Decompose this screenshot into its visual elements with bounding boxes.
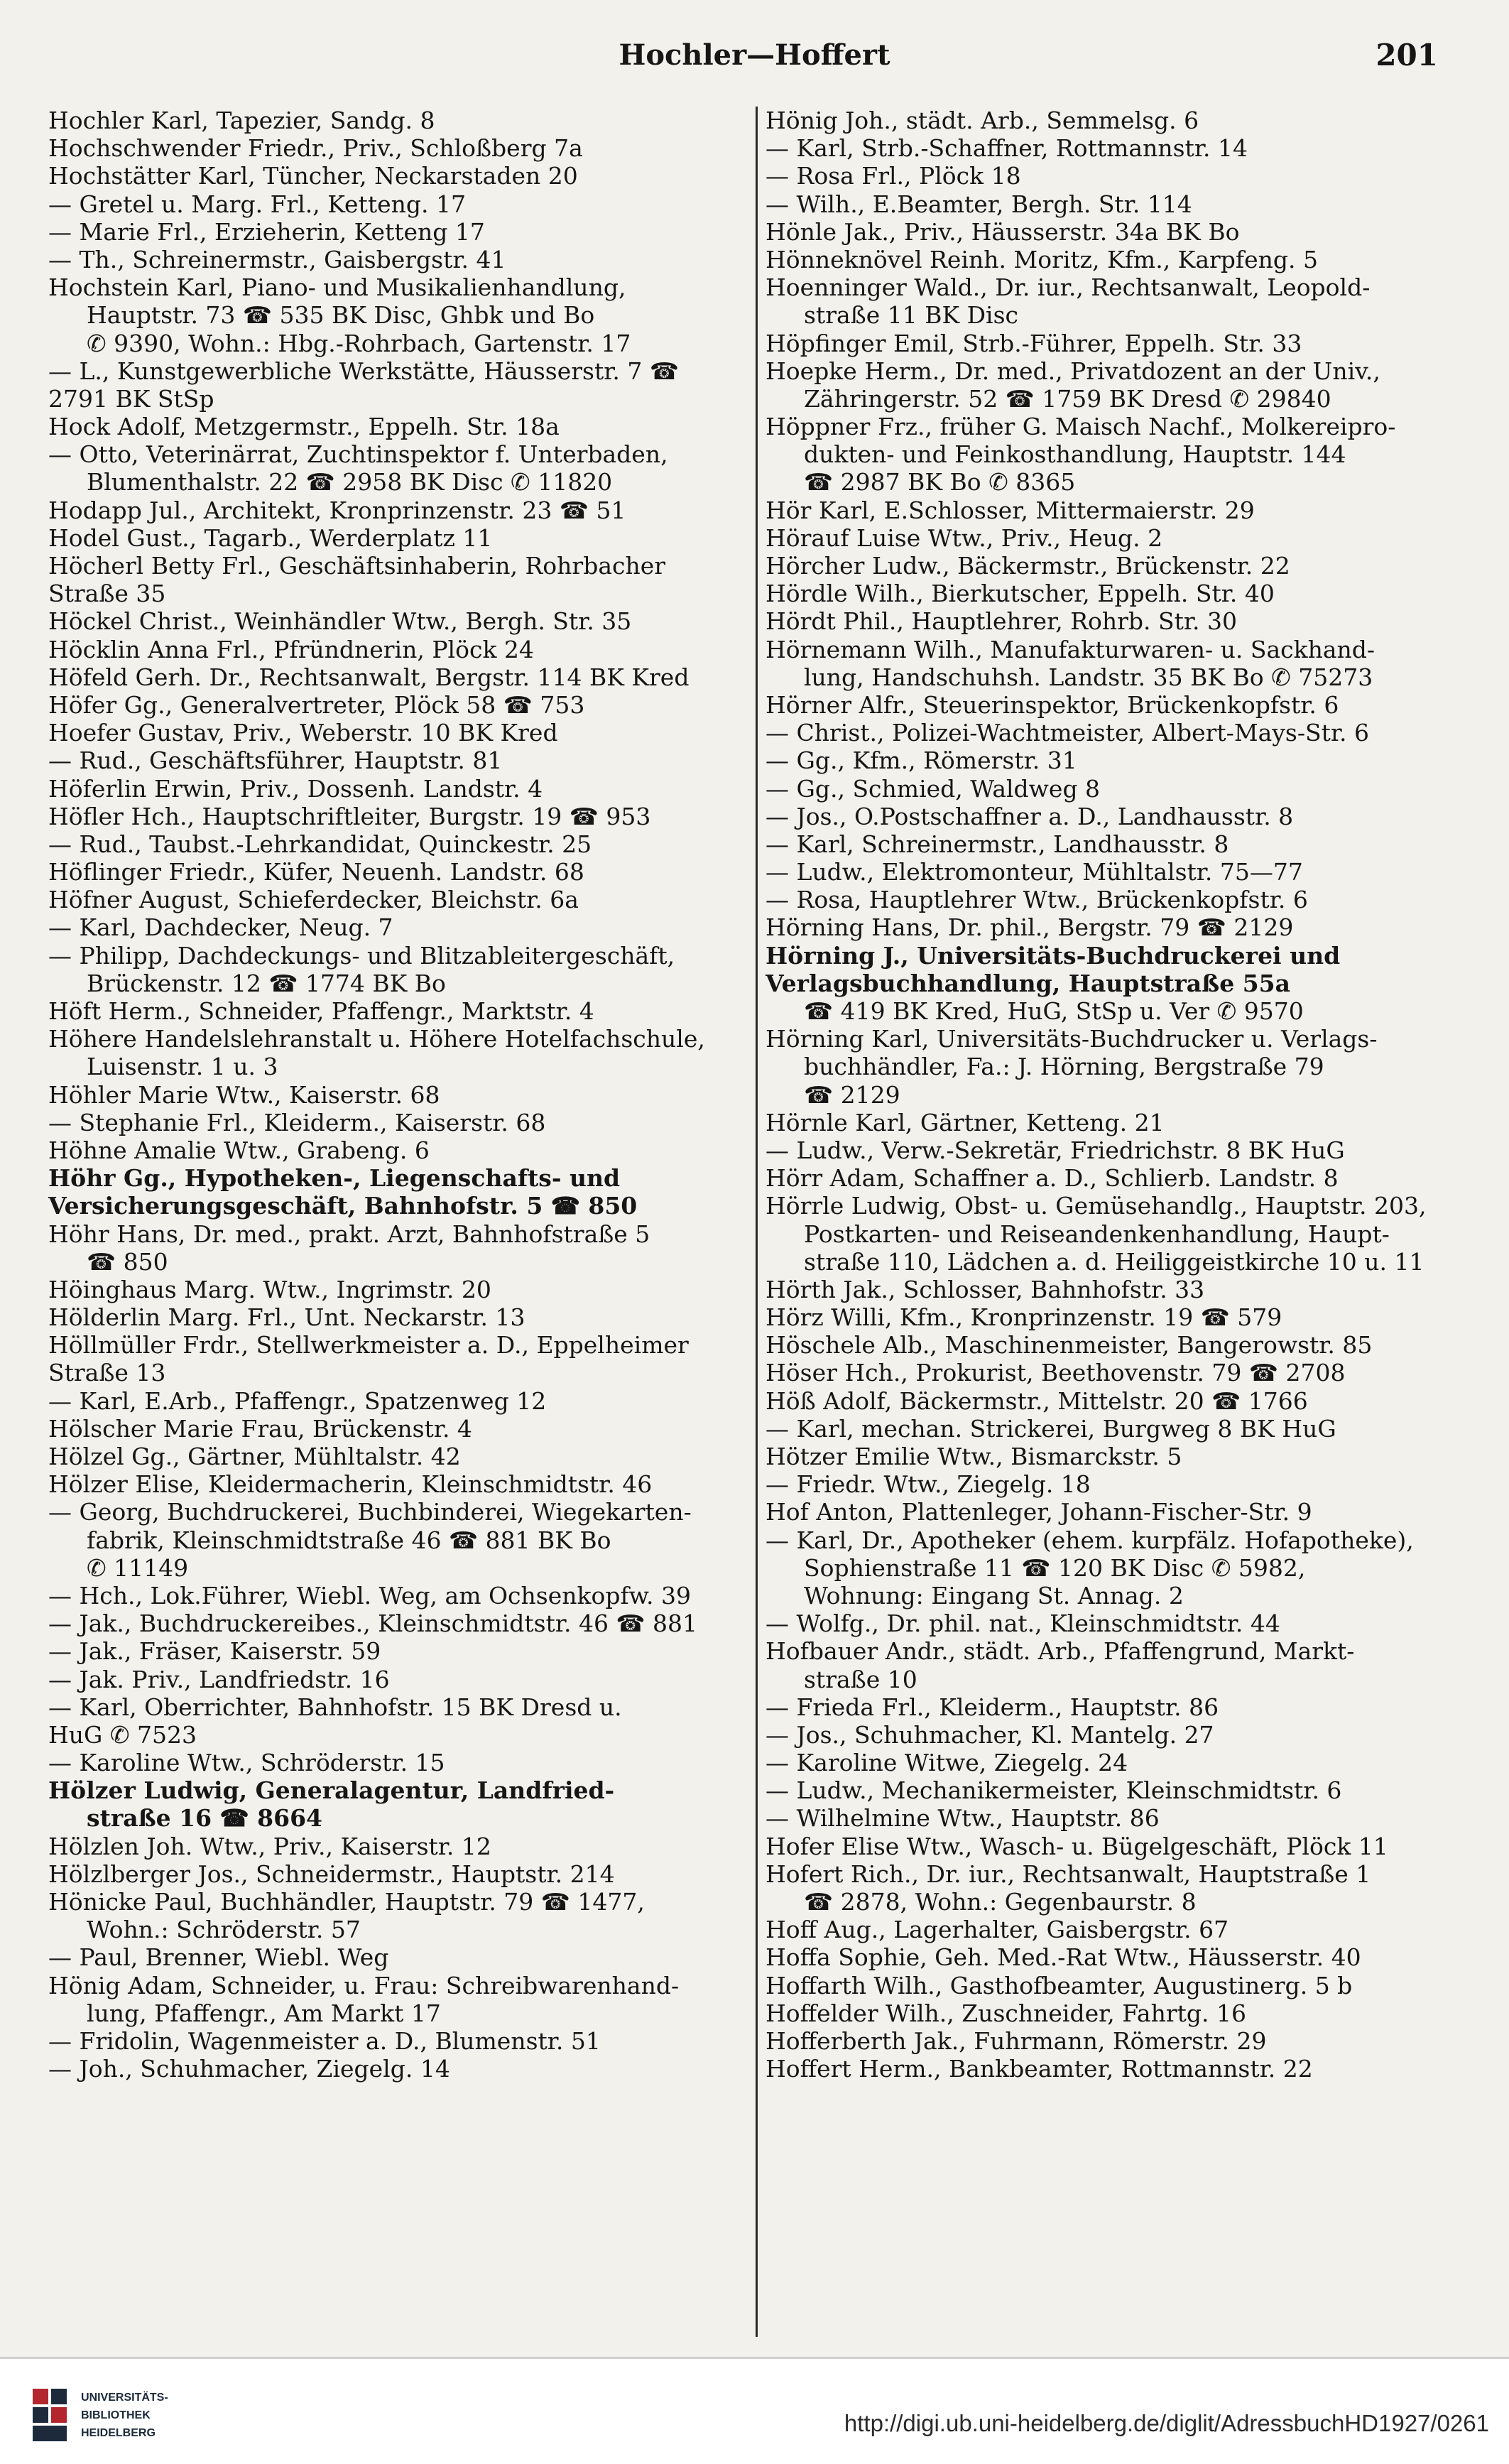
library-name-line: BIBLIOTHEK	[81, 2409, 151, 2421]
directory-entry: Hochstätter Karl, Tüncher, Neckarstaden 20	[48, 162, 578, 190]
directory-entry: — Ludw., Mechanikermeister, Kleinschmidtstr. 6	[766, 1776, 1342, 1805]
directory-entry: Versicherungsgeschäft, Bahnhofstr. 5 ☎ 850	[48, 1192, 638, 1220]
directory-entry: — Rosa Frl., Plöck 18	[766, 162, 1021, 190]
directory-entry: Hölzel Gg., Gärtner, Mühltalstr. 42	[48, 1443, 461, 1470]
library-name	[81, 2389, 168, 2442]
directory-entry: — Rosa, Hauptlehrer Wtw., Brückenkopfstr. 6	[766, 886, 1308, 914]
directory-entry: Höflinger Friedr., Küfer, Neuenh. Landstr. 68	[48, 858, 584, 886]
directory-entry: Höß Adolf, Bäckermstr., Mittelstr. 20 ☎ 1766	[766, 1386, 1308, 1415]
directory-entry: Hof Anton, Plattenleger, Johann-Fischer-Str. 9	[766, 1498, 1312, 1526]
directory-entry: Hock Adolf, Metzgermstr., Eppelh. Str. 18a	[48, 413, 560, 441]
directory-entry: — Stephanie Frl., Kleiderm., Kaiserstr. 68	[48, 1108, 546, 1136]
directory-entry: — Karoline Witwe, Ziegelg. 24	[766, 1749, 1128, 1777]
left-column	[48, 107, 748, 2083]
directory-entry: Hönle Jak., Priv., Häusserstr. 34a BK Bo	[766, 217, 1240, 246]
directory-entry: Höhr Hans, Dr. med., prakt. Arzt, Bahnhofstraße 5	[48, 1220, 650, 1248]
directory-entry: Hofbauer Andr., städt. Arb., Pfaffengrund, Markt-	[766, 1637, 1355, 1666]
directory-entry: — Karoline Wtw., Schröderstr. 15	[48, 1749, 445, 1777]
directory-entry: Höfner August, Schieferdecker, Bleichstr. 6a	[48, 886, 579, 914]
directory-entry: Höhler Marie Wtw., Kaiserstr. 68	[48, 1080, 440, 1109]
directory-entry: Hoffert Herm., Bankbeamter, Rottmannstr. 22	[766, 2055, 1313, 2083]
directory-entry: — Karl, E.Arb., Pfaffengr., Spatzenweg 12	[48, 1386, 547, 1415]
directory-entry: Wohnung: Eingang St. Annag. 2	[804, 1581, 1184, 1610]
directory-entry: straße 10	[804, 1665, 917, 1693]
directory-entry: Hörz Willi, Kfm., Kronprinzenstr. 19 ☎ 579	[766, 1303, 1282, 1332]
directory-entry: — Karl, Oberrichter, Bahnhofstr. 15 BK Dresd u.	[48, 1693, 622, 1721]
directory-entry: Hofferberth Jak., Fuhrmann, Römerstr. 29	[766, 2026, 1267, 2055]
directory-entry: — Rud., Geschäftsführer, Hauptstr. 81	[48, 747, 503, 775]
directory-entry: Höhr Gg., Hypotheken-, Liegenschafts- und	[48, 1164, 621, 1193]
directory-entry: — Jos., O.Postschaffner a. D., Landhausstr. 8	[766, 802, 1294, 830]
directory-entry: — Karl, mechan. Strickerei, Burgweg 8 BK HuG	[766, 1414, 1336, 1443]
directory-entry: Hoffarth Wilh., Gasthofbeamter, Augustinerg. 5 b	[766, 1971, 1353, 1999]
directory-entry: Hölderlin Marg. Frl., Unt. Neckarstr. 13	[48, 1303, 525, 1332]
directory-entry: — Hch., Lok.Führer, Wiebl. Weg, am Ochsenkopfw. 39	[48, 1581, 691, 1610]
directory-entry: ☎ 850	[87, 1247, 168, 1276]
directory-entry: Postkarten- und Reiseandenkenhandlung, Haupt-	[804, 1220, 1390, 1248]
directory-entry: Hötzer Emilie Wtw., Bismarckstr. 5	[766, 1443, 1182, 1470]
directory-entry: Wohn.: Schröderstr. 57	[87, 1916, 361, 1944]
directory-entry: Straße 13	[48, 1359, 166, 1387]
directory-entry: Hoefer Gustav, Priv., Weberstr. 10 BK Kred	[48, 719, 558, 747]
directory-entry: lung, Pfaffengr., Am Markt 17	[87, 1999, 441, 2027]
directory-entry: Hochstein Karl, Piano- und Musikalienhandlung,	[48, 273, 626, 302]
directory-entry: Hörning Karl, Universitäts-Buchdrucker u. Verlags-	[766, 1025, 1378, 1053]
directory-entry: Höppner Frz., früher G. Maisch Nachf., Molkereipro-	[766, 413, 1396, 441]
directory-entry: Verlagsbuchhandlung, Hauptstraße 55a	[766, 969, 1291, 997]
directory-entry: ☎ 419 BK Kred, HuG, StSp u. Ver ✆ 9570	[804, 997, 1304, 1025]
directory-entry: Hör Karl, E.Schlosser, Mittermaierstr. 29	[766, 496, 1255, 524]
directory-entry: Zähringerstr. 52 ☎ 1759 BK Dresd ✆ 29840	[804, 384, 1331, 413]
directory-entry: HuG ✆ 7523	[48, 1720, 197, 1749]
library-name-line: HEIDELBERG	[81, 2427, 156, 2439]
directory-entry: Hoffa Sophie, Geh. Med.-Rat Wtw., Häusserstr. 40	[766, 1943, 1361, 1972]
directory-entry: straße 11 BK Disc	[804, 301, 1019, 330]
directory-entry: Hörnle Karl, Gärtner, Ketteng. 21	[766, 1108, 1165, 1136]
directory-entry: Höhere Handelslehranstalt u. Höhere Hotelfachschule,	[48, 1025, 705, 1053]
directory-entry: Hoepke Herm., Dr. med., Privatdozent an der Univ.,	[766, 357, 1380, 385]
directory-entry: Höcherl Betty Frl., Geschäftsinhaberin, Rohrbacher	[48, 552, 666, 580]
directory-entry: Hörauf Luise Wtw., Priv., Heug. 2	[766, 523, 1163, 552]
directory-entry: Hörnemann Wilh., Manufakturwaren- u. Sackhand-	[766, 635, 1375, 663]
directory-entry: — Frieda Frl., Kleiderm., Hauptstr. 86	[766, 1693, 1219, 1721]
directory-entry: — Karl, Strb.-Schaffner, Rottmannstr. 14	[766, 134, 1248, 163]
directory-entry: — Joh., Schuhmacher, Ziegelg. 14	[48, 2055, 450, 2083]
directory-entry: Hörner Alfr., Steuerinspektor, Brückenkopfstr. 6	[766, 690, 1339, 719]
directory-entry: Hochschwender Friedr., Priv., Schloßberg 7a	[48, 134, 583, 163]
directory-entry: — Friedr. Wtw., Ziegelg. 18	[766, 1470, 1091, 1499]
directory-entry: — Otto, Veterinärrat, Zuchtinspektor f. Unterbaden,	[48, 440, 668, 469]
directory-entry: straße 16 ☎ 8664	[87, 1804, 322, 1833]
library-logo[interactable]	[31, 2384, 187, 2448]
directory-entry: — Philipp, Dachdeckungs- und Blitzableitergeschäft,	[48, 941, 675, 970]
directory-entry: — Fridolin, Wagenmeister a. D., Blumenstr. 51	[48, 2026, 601, 2055]
directory-entry: Hörning J., Universitäts-Buchdruckerei und	[766, 941, 1341, 970]
directory-entry: — Jos., Schuhmacher, Kl. Mantelg. 27	[766, 1720, 1214, 1749]
directory-entry: Hördt Phil., Hauptlehrer, Rohrb. Str. 30	[766, 607, 1238, 636]
directory-entry: — Gretel u. Marg. Frl., Ketteng. 17	[48, 190, 466, 218]
source-url-link[interactable]: http://digi.ub.uni-heidelberg.de/diglit/AdressbuchHD1927/0261	[844, 2410, 1489, 2436]
directory-entry: Hörth Jak., Schlosser, Bahnhofstr. 33	[766, 1275, 1205, 1303]
directory-entry: ☎ 2129	[804, 1080, 900, 1109]
directory-entry: Höser Hch., Prokurist, Beethovenstr. 79 ☎ 2708	[766, 1359, 1346, 1387]
directory-entry: Straße 35	[48, 580, 166, 608]
directory-entry: ☎ 2987 BK Bo ✆ 8365	[804, 468, 1076, 496]
directory-entry: Hoff Aug., Lagerhalter, Gaisbergstr. 67	[766, 1916, 1229, 1944]
directory-entry: — Gg., Schmied, Waldweg 8	[766, 774, 1101, 803]
page-number: 201	[1375, 37, 1438, 72]
directory-entry: Luisenstr. 1 u. 3	[87, 1053, 278, 1081]
directory-entry: Höcklin Anna Frl., Pfründnerin, Plöck 24	[48, 635, 534, 663]
directory-entry: dukten- und Feinkosthandlung, Hauptstr. 144	[804, 440, 1346, 469]
directory-entry: Hörr Adam, Schaffner a. D., Schlierb. Landstr. 8	[766, 1164, 1339, 1193]
directory-entry: Hölzlen Joh. Wtw., Priv., Kaiserstr. 12	[48, 1832, 491, 1860]
directory-entry: Hönig Adam, Schneider, u. Frau: Schreibwarenhand-	[48, 1971, 680, 1999]
directory-entry: Höschele Alb., Maschinenmeister, Bangerowstr. 85	[766, 1331, 1373, 1359]
directory-entry: Hofer Elise Wtw., Wasch- u. Bügelgeschäft, Plöck 11	[766, 1832, 1388, 1860]
directory-entry: Hauptstr. 73 ☎ 535 BK Disc, Ghbk und Bo	[87, 301, 595, 330]
directory-entry: ✆ 9390, Wohn.: Hbg.-Rohrbach, Gartenstr. 17	[87, 329, 631, 357]
directory-entry: Hölzer Elise, Kleidermacherin, Kleinschmidtstr. 46	[48, 1470, 653, 1499]
directory-entry: Höllmüller Frdr., Stellwerkmeister a. D., Eppelheimer	[48, 1331, 689, 1359]
directory-entry: fabrik, Kleinschmidtstraße 46 ☎ 881 BK Bo	[87, 1526, 611, 1554]
directory-entry: Hölscher Marie Frau, Brückenstr. 4	[48, 1414, 472, 1443]
directory-entry: — Wolfg., Dr. phil. nat., Kleinschmidtstr. 44	[766, 1610, 1280, 1638]
directory-entry: — Christ., Polizei-Wachtmeister, Albert-Mays-Str. 6	[766, 719, 1370, 747]
directory-entry: Hönig Joh., städt. Arb., Semmelsg. 6	[766, 107, 1199, 134]
directory-entry: — Karl, Dachdecker, Neug. 7	[48, 913, 393, 942]
directory-entry: Höfeld Gerh. Dr., Rechtsanwalt, Bergstr. 114 BK Kred	[48, 663, 690, 691]
directory-entry: Hölzlberger Jos., Schneidermstr., Hauptstr. 214	[48, 1860, 615, 1888]
directory-entry: — Marie Frl., Erzieherin, Ketteng 17	[48, 217, 485, 246]
directory-entry: — Wilhelmine Wtw., Hauptstr. 86	[766, 1804, 1160, 1833]
directory-entry: Hönneknövel Reinh. Moritz, Kfm., Karpfeng. 5	[766, 245, 1318, 273]
column-divider	[756, 107, 758, 2337]
directory-entry: lung, Handschuhsh. Landstr. 35 BK Bo ✆ 75273	[804, 663, 1373, 691]
directory-entry: 2791 BK StSp	[48, 384, 214, 413]
directory-entry: Hoenninger Wald., Dr. iur., Rechtsanwalt, Leopold-	[766, 273, 1371, 302]
directory-entry: Hörning Hans, Dr. phil., Bergstr. 79 ☎ 2129	[766, 913, 1294, 942]
directory-entry: Höpfinger Emil, Strb.-Führer, Eppelh. Str. 33	[766, 329, 1302, 357]
directory-entry: Brückenstr. 12 ☎ 1774 BK Bo	[87, 969, 446, 997]
directory-entry: ✆ 11149	[87, 1553, 189, 1582]
directory-entry: — Rud., Taubst.-Lehrkandidat, Quinckestr. 25	[48, 830, 592, 858]
directory-entry: Hördle Wilh., Bierkutscher, Eppelh. Str. 40	[766, 580, 1275, 608]
directory-entry: Hönicke Paul, Buchhändler, Hauptstr. 79 ☎ 1477,	[48, 1888, 645, 1916]
directory-entry: — Karl, Dr., Apotheker (ehem. kurpfälz. Hofapotheke),	[766, 1526, 1414, 1554]
directory-entry: — Jak. Priv., Landfriedstr. 16	[48, 1665, 390, 1693]
directory-entry: — Karl, Schreinermstr., Landhausstr. 8	[766, 830, 1229, 858]
directory-entry: — Ludw., Verw.-Sekretär, Friedrichstr. 8 BK HuG	[766, 1136, 1345, 1164]
directory-entry: — Georg, Buchdruckerei, Buchbinderei, Wiegekarten-	[48, 1498, 692, 1526]
directory-entry: — Th., Schreinermstr., Gaisbergstr. 41	[48, 245, 506, 273]
directory-entry: buchhändler, Fa.: J. Hörning, Bergstraße 79	[804, 1053, 1324, 1081]
directory-entry: — Jak., Buchdruckereibes., Kleinschmidtstr. 46 ☎ 881	[48, 1610, 698, 1638]
viewer-footer	[0, 2359, 1509, 2464]
directory-entry: — Wilh., E.Beamter, Bergh. Str. 114	[766, 190, 1192, 218]
directory-entry: — Gg., Kfm., Römerstr. 31	[766, 747, 1077, 775]
directory-entry: Hofert Rich., Dr. iur., Rechtsanwalt, Hauptstraße 1	[766, 1860, 1371, 1888]
directory-entry: — Ludw., Elektromonteur, Mühltalstr. 75—77	[766, 858, 1303, 886]
running-title: Hochler—Hoffert	[619, 38, 890, 72]
directory-entry: Höfler Hch., Hauptschriftleiter, Burgstr. 19 ☎ 953	[48, 802, 651, 830]
directory-entry: — Jak., Fräser, Kaiserstr. 59	[48, 1637, 381, 1666]
directory-entry: Hölzer Ludwig, Generalagentur, Landfried-	[48, 1776, 615, 1805]
page-header	[43, 30, 1466, 80]
directory-entry: — L., Kunstgewerbliche Werkstätte, Häusserstr. 7 ☎	[48, 357, 679, 385]
directory-entry: Höinghaus Marg. Wtw., Ingrimstr. 20	[48, 1275, 491, 1303]
directory-entry: Höferlin Erwin, Priv., Dossenh. Landstr. 4	[48, 774, 543, 803]
directory-entry: Hochler Karl, Tapezier, Sandg. 8	[48, 107, 435, 134]
directory-entry: Höft Herm., Schneider, Pfaffengr., Marktstr. 4	[48, 997, 594, 1025]
directory-entry: Höhne Amalie Wtw., Grabeng. 6	[48, 1136, 430, 1164]
directory-entry: ☎ 2878, Wohn.: Gegenbaurstr. 8	[804, 1888, 1197, 1916]
directory-entry: Blumenthalstr. 22 ☎ 2958 BK Disc ✆ 11820	[87, 468, 613, 496]
directory-entry: straße 110, Lädchen a. d. Heiliggeistkirche 10 u. 11	[804, 1247, 1424, 1276]
directory-entry: Hodapp Jul., Architekt, Kronprinzenstr. 23 ☎ 51	[48, 496, 626, 524]
directory-entry: Höckel Christ., Weinhändler Wtw., Bergh. Str. 35	[48, 607, 632, 636]
directory-entry: Hoffelder Wilh., Zuschneider, Fahrtg. 16	[766, 1999, 1246, 2027]
right-column	[766, 107, 1476, 2083]
library-emblem-icon	[31, 2387, 68, 2444]
directory-entry: Höfer Gg., Generalvertreter, Plöck 58 ☎ 753	[48, 690, 585, 719]
directory-entry: Hodel Gust., Tagarb., Werderplatz 11	[48, 523, 493, 552]
directory-entry: Sophienstraße 11 ☎ 120 BK Disc ✆ 5982,	[804, 1553, 1306, 1582]
directory-entry: — Paul, Brenner, Wiebl. Weg	[48, 1943, 389, 1972]
directory-entry: Hörrle Ludwig, Obst- u. Gemüsehandlg., Hauptstr. 203,	[766, 1192, 1427, 1220]
directory-entry: Hörcher Ludw., Bäckermstr., Brückenstr. 22	[766, 552, 1290, 580]
library-name-line: UNIVERSITÄTS-	[81, 2392, 168, 2404]
